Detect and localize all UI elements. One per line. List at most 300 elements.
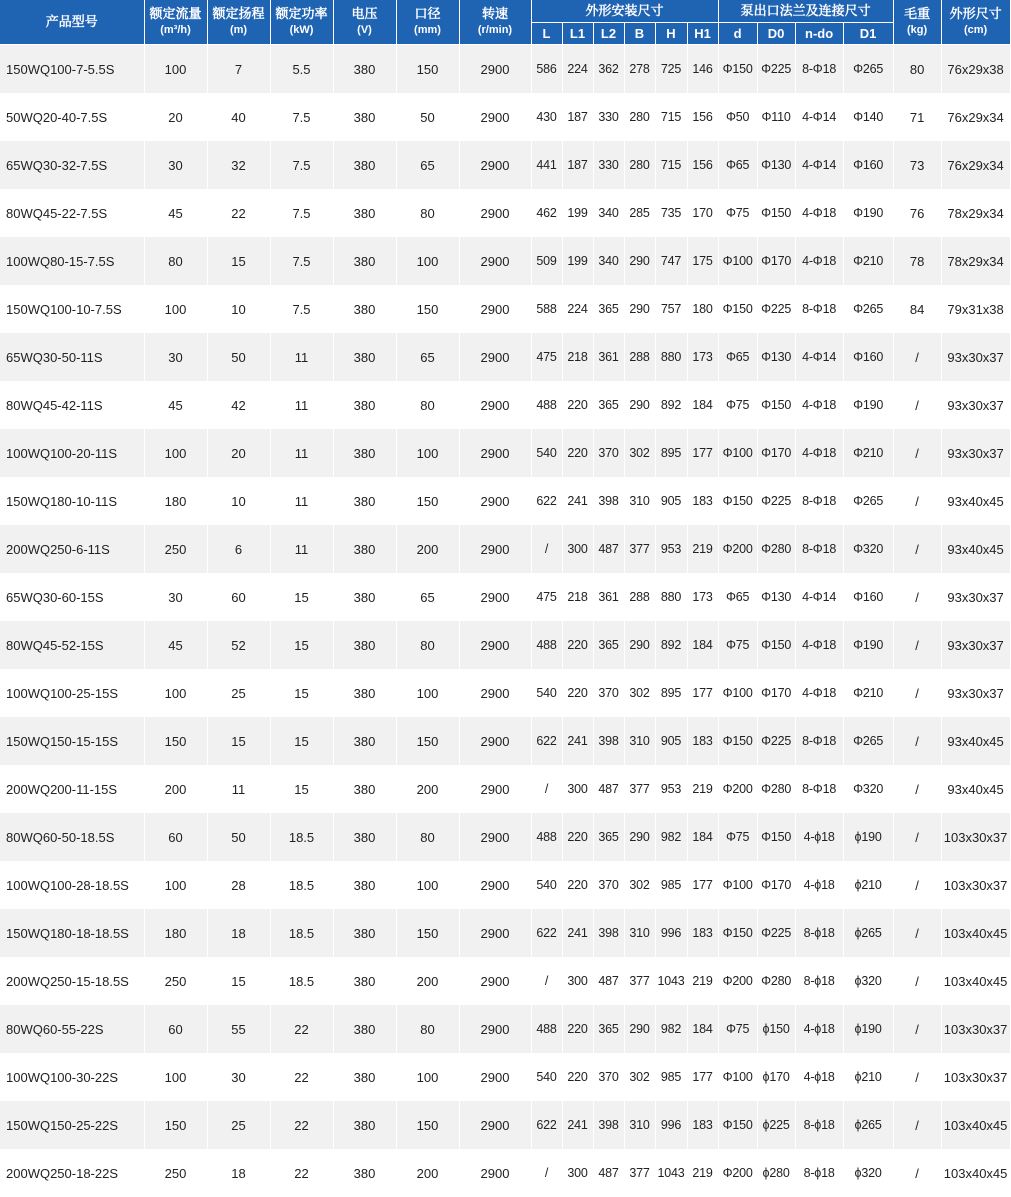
cell-D1: Φ160 — [843, 333, 893, 381]
cell-D0: Φ280 — [757, 765, 795, 813]
cell-voltage: 380 — [333, 957, 396, 1005]
header-flow-unit: (m³/h) — [145, 23, 207, 37]
cell-H: 985 — [655, 1053, 687, 1101]
cell-D0: Φ150 — [757, 813, 795, 861]
cell-L: 488 — [531, 381, 562, 429]
cell-speed: 2900 — [459, 1149, 531, 1197]
cell-L1: 220 — [562, 1005, 593, 1053]
cell-flow: 60 — [144, 813, 207, 861]
cell-head: 60 — [207, 573, 270, 621]
cell-speed: 2900 — [459, 813, 531, 861]
cell-size: 76x29x38 — [941, 45, 1010, 94]
cell-flow: 250 — [144, 957, 207, 1005]
cell-model: 100WQ80-15-7.5S — [0, 237, 144, 285]
cell-bore: 65 — [396, 333, 459, 381]
cell-H1: 183 — [687, 1101, 718, 1149]
cell-D1: Φ210 — [843, 669, 893, 717]
cell-bore: 80 — [396, 621, 459, 669]
cell-weight: / — [893, 525, 941, 573]
cell-power: 7.5 — [270, 93, 333, 141]
cell-power: 18.5 — [270, 909, 333, 957]
header-bore-unit: (mm) — [397, 23, 459, 37]
cell-size: 78x29x34 — [941, 237, 1010, 285]
cell-power: 22 — [270, 1005, 333, 1053]
cell-ndo: 8-ϕ18 — [795, 1149, 843, 1197]
table-body — [0, 45, 1010, 1197]
cell-ndo: 4-Φ18 — [795, 621, 843, 669]
cell-L2: 370 — [593, 669, 624, 717]
cell-speed: 2900 — [459, 381, 531, 429]
cell-model: 80WQ45-52-15S — [0, 621, 144, 669]
cell-voltage: 380 — [333, 285, 396, 333]
cell-H1: 180 — [687, 285, 718, 333]
cell-model: 80WQ60-50-18.5S — [0, 813, 144, 861]
cell-power: 18.5 — [270, 813, 333, 861]
table-header — [0, 0, 1010, 45]
cell-speed: 2900 — [459, 45, 531, 94]
cell-d: Φ100 — [718, 861, 757, 909]
cell-H: 985 — [655, 861, 687, 909]
cell-H1: 183 — [687, 477, 718, 525]
cell-flow: 45 — [144, 381, 207, 429]
cell-bore: 150 — [396, 717, 459, 765]
cell-L1: 300 — [562, 1149, 593, 1197]
cell-bore: 200 — [396, 765, 459, 813]
cell-B: 302 — [624, 669, 655, 717]
cell-d: Φ100 — [718, 429, 757, 477]
cell-power: 15 — [270, 573, 333, 621]
cell-H: 996 — [655, 1101, 687, 1149]
header-power — [270, 0, 333, 45]
cell-power: 7.5 — [270, 237, 333, 285]
cell-model: 100WQ100-25-15S — [0, 669, 144, 717]
cell-L: 540 — [531, 669, 562, 717]
cell-H1: 183 — [687, 717, 718, 765]
cell-L: 622 — [531, 717, 562, 765]
cell-B: 377 — [624, 957, 655, 1005]
cell-voltage: 380 — [333, 381, 396, 429]
cell-d: Φ65 — [718, 141, 757, 189]
cell-head: 15 — [207, 237, 270, 285]
cell-L1: 187 — [562, 141, 593, 189]
table-row — [0, 525, 1010, 573]
table-row — [0, 573, 1010, 621]
cell-L2: 487 — [593, 525, 624, 573]
header-power-unit: (kW) — [271, 23, 333, 37]
cell-D0: Φ170 — [757, 237, 795, 285]
cell-power: 15 — [270, 621, 333, 669]
cell-ndo: 4-Φ18 — [795, 381, 843, 429]
cell-L2: 365 — [593, 1005, 624, 1053]
cell-L: 430 — [531, 93, 562, 141]
cell-H1: 156 — [687, 141, 718, 189]
cell-ndo: 4-ϕ18 — [795, 861, 843, 909]
cell-bore: 200 — [396, 1149, 459, 1197]
cell-D0: Φ170 — [757, 861, 795, 909]
cell-L: 441 — [531, 141, 562, 189]
cell-H: 747 — [655, 237, 687, 285]
cell-L2: 330 — [593, 141, 624, 189]
cell-size: 93x30x37 — [941, 381, 1010, 429]
cell-L1: 300 — [562, 525, 593, 573]
cell-weight: / — [893, 669, 941, 717]
header-L: L — [531, 23, 562, 45]
cell-speed: 2900 — [459, 477, 531, 525]
cell-bore: 65 — [396, 141, 459, 189]
cell-L1: 220 — [562, 1053, 593, 1101]
cell-weight: / — [893, 381, 941, 429]
cell-ndo: 4-Φ14 — [795, 141, 843, 189]
cell-ndo: 4-Φ18 — [795, 669, 843, 717]
cell-D0: Φ150 — [757, 621, 795, 669]
cell-bore: 65 — [396, 573, 459, 621]
cell-size: 93x40x45 — [941, 717, 1010, 765]
cell-speed: 2900 — [459, 861, 531, 909]
cell-power: 7.5 — [270, 141, 333, 189]
cell-D0: Φ150 — [757, 189, 795, 237]
cell-H: 757 — [655, 285, 687, 333]
cell-L: 462 — [531, 189, 562, 237]
cell-head: 28 — [207, 861, 270, 909]
cell-L1: 241 — [562, 909, 593, 957]
cell-L2: 365 — [593, 381, 624, 429]
cell-voltage: 380 — [333, 93, 396, 141]
cell-flow: 30 — [144, 573, 207, 621]
table-row — [0, 189, 1010, 237]
cell-B: 290 — [624, 381, 655, 429]
cell-model: 80WQ45-22-7.5S — [0, 189, 144, 237]
cell-ndo: 8-Φ18 — [795, 765, 843, 813]
cell-L: / — [531, 525, 562, 573]
cell-D0: Φ170 — [757, 669, 795, 717]
cell-d: Φ150 — [718, 285, 757, 333]
cell-D1: Φ190 — [843, 189, 893, 237]
cell-head: 15 — [207, 957, 270, 1005]
header-bore-label: 口径 — [414, 6, 440, 21]
cell-flow: 150 — [144, 717, 207, 765]
cell-L2: 365 — [593, 285, 624, 333]
cell-D0: Φ130 — [757, 141, 795, 189]
cell-L: / — [531, 957, 562, 1005]
cell-ndo: 8-ϕ18 — [795, 909, 843, 957]
cell-B: 288 — [624, 333, 655, 381]
cell-size: 93x40x45 — [941, 525, 1010, 573]
cell-L1: 218 — [562, 573, 593, 621]
cell-speed: 2900 — [459, 621, 531, 669]
cell-voltage: 380 — [333, 621, 396, 669]
cell-D1: Φ320 — [843, 525, 893, 573]
cell-L: 488 — [531, 813, 562, 861]
cell-model: 65WQ30-50-11S — [0, 333, 144, 381]
cell-D1: Φ190 — [843, 381, 893, 429]
cell-L2: 365 — [593, 813, 624, 861]
cell-d: Φ75 — [718, 381, 757, 429]
cell-model: 80WQ45-42-11S — [0, 381, 144, 429]
cell-H: 982 — [655, 813, 687, 861]
cell-bore: 200 — [396, 957, 459, 1005]
cell-weight: 84 — [893, 285, 941, 333]
cell-flow: 100 — [144, 861, 207, 909]
table-row — [0, 381, 1010, 429]
cell-B: 310 — [624, 1101, 655, 1149]
header-speed — [459, 0, 531, 45]
cell-power: 7.5 — [270, 285, 333, 333]
header-model-label: 产品型号 — [46, 14, 98, 29]
cell-d: Φ200 — [718, 525, 757, 573]
cell-d: Φ100 — [718, 669, 757, 717]
cell-head: 10 — [207, 477, 270, 525]
cell-flow: 180 — [144, 909, 207, 957]
cell-voltage: 380 — [333, 141, 396, 189]
header-flow-label: 额定流量 — [149, 6, 201, 21]
cell-d: Φ150 — [718, 1101, 757, 1149]
header-weight — [893, 0, 941, 45]
cell-ndo: 8-ϕ18 — [795, 1101, 843, 1149]
cell-D1: Φ265 — [843, 45, 893, 94]
cell-L1: 241 — [562, 477, 593, 525]
cell-power: 11 — [270, 429, 333, 477]
header-speed-unit: (r/min) — [460, 23, 531, 37]
cell-H1: 177 — [687, 861, 718, 909]
cell-voltage: 380 — [333, 1101, 396, 1149]
cell-ndo: 4-ϕ18 — [795, 1053, 843, 1101]
cell-flow: 20 — [144, 93, 207, 141]
cell-L1: 300 — [562, 765, 593, 813]
header-install-group-label: 外形安装尺寸 — [586, 3, 664, 18]
cell-weight: / — [893, 813, 941, 861]
cell-D0: Φ280 — [757, 525, 795, 573]
cell-D1: ϕ320 — [843, 957, 893, 1005]
cell-flow: 100 — [144, 285, 207, 333]
cell-B: 285 — [624, 189, 655, 237]
table-row — [0, 957, 1010, 1005]
header-voltage-unit: (V) — [334, 23, 396, 37]
cell-ndo: 4-Φ14 — [795, 573, 843, 621]
cell-D1: ϕ265 — [843, 909, 893, 957]
cell-B: 377 — [624, 765, 655, 813]
cell-B: 302 — [624, 1053, 655, 1101]
cell-bore: 150 — [396, 477, 459, 525]
cell-bore: 100 — [396, 861, 459, 909]
cell-d: Φ100 — [718, 237, 757, 285]
header-install-group — [531, 0, 718, 23]
cell-d: Φ150 — [718, 717, 757, 765]
table-row — [0, 93, 1010, 141]
cell-model: 200WQ250-15-18.5S — [0, 957, 144, 1005]
cell-d: Φ100 — [718, 1053, 757, 1101]
header-d: d — [718, 23, 757, 45]
cell-D0: Φ225 — [757, 477, 795, 525]
cell-speed: 2900 — [459, 573, 531, 621]
cell-weight: / — [893, 1005, 941, 1053]
header-H1: H1 — [687, 23, 718, 45]
cell-H: 880 — [655, 573, 687, 621]
cell-size: 79x31x38 — [941, 285, 1010, 333]
cell-voltage: 380 — [333, 189, 396, 237]
cell-D1: Φ190 — [843, 621, 893, 669]
cell-power: 15 — [270, 669, 333, 717]
cell-L: / — [531, 765, 562, 813]
header-size-unit: (cm) — [942, 23, 1010, 37]
cell-d: Φ75 — [718, 621, 757, 669]
cell-speed: 2900 — [459, 525, 531, 573]
cell-L: 540 — [531, 429, 562, 477]
table-row — [0, 45, 1010, 94]
cell-H: 892 — [655, 621, 687, 669]
cell-voltage: 380 — [333, 429, 396, 477]
cell-flow: 180 — [144, 477, 207, 525]
cell-L2: 398 — [593, 1101, 624, 1149]
cell-head: 22 — [207, 189, 270, 237]
cell-D1: Φ160 — [843, 573, 893, 621]
cell-power: 7.5 — [270, 189, 333, 237]
table-row — [0, 1149, 1010, 1197]
cell-D1: Φ210 — [843, 237, 893, 285]
cell-head: 6 — [207, 525, 270, 573]
table-row — [0, 813, 1010, 861]
cell-power: 15 — [270, 765, 333, 813]
cell-weight: 78 — [893, 237, 941, 285]
cell-weight: / — [893, 909, 941, 957]
cell-L2: 340 — [593, 237, 624, 285]
cell-H1: 184 — [687, 621, 718, 669]
cell-L: 622 — [531, 1101, 562, 1149]
cell-model: 150WQ150-25-22S — [0, 1101, 144, 1149]
cell-voltage: 380 — [333, 1053, 396, 1101]
cell-B: 310 — [624, 477, 655, 525]
cell-model: 100WQ100-28-18.5S — [0, 861, 144, 909]
cell-H: 735 — [655, 189, 687, 237]
cell-weight: 73 — [893, 141, 941, 189]
cell-L: 475 — [531, 333, 562, 381]
cell-weight: / — [893, 717, 941, 765]
cell-weight: 76 — [893, 189, 941, 237]
cell-ndo: 8-Φ18 — [795, 285, 843, 333]
cell-L1: 241 — [562, 717, 593, 765]
cell-L1: 199 — [562, 237, 593, 285]
header-flow — [144, 0, 207, 45]
cell-ndo: 4-Φ18 — [795, 237, 843, 285]
cell-L1: 220 — [562, 381, 593, 429]
cell-B: 302 — [624, 429, 655, 477]
cell-voltage: 380 — [333, 861, 396, 909]
header-H: H — [655, 23, 687, 45]
cell-L2: 340 — [593, 189, 624, 237]
header-power-label: 额定功率 — [275, 6, 327, 21]
cell-D0: Φ225 — [757, 717, 795, 765]
cell-power: 18.5 — [270, 957, 333, 1005]
cell-voltage: 380 — [333, 717, 396, 765]
cell-size: 103x40x45 — [941, 957, 1010, 1005]
cell-B: 377 — [624, 525, 655, 573]
cell-weight: / — [893, 573, 941, 621]
cell-L: 509 — [531, 237, 562, 285]
cell-L2: 398 — [593, 717, 624, 765]
cell-bore: 100 — [396, 1053, 459, 1101]
cell-power: 22 — [270, 1101, 333, 1149]
cell-head: 50 — [207, 813, 270, 861]
cell-bore: 80 — [396, 813, 459, 861]
cell-head: 50 — [207, 333, 270, 381]
cell-H1: 177 — [687, 669, 718, 717]
cell-voltage: 380 — [333, 333, 396, 381]
cell-speed: 2900 — [459, 765, 531, 813]
cell-L1: 199 — [562, 189, 593, 237]
cell-speed: 2900 — [459, 189, 531, 237]
cell-voltage: 380 — [333, 1149, 396, 1197]
cell-D1: Φ265 — [843, 717, 893, 765]
cell-ndo: 4-Φ18 — [795, 189, 843, 237]
header-L1: L1 — [562, 23, 593, 45]
cell-H: 953 — [655, 525, 687, 573]
table-row — [0, 429, 1010, 477]
cell-model: 65WQ30-32-7.5S — [0, 141, 144, 189]
cell-head: 32 — [207, 141, 270, 189]
cell-H1: 175 — [687, 237, 718, 285]
cell-model: 150WQ180-18-18.5S — [0, 909, 144, 957]
cell-L2: 398 — [593, 477, 624, 525]
cell-L1: 300 — [562, 957, 593, 1005]
cell-flow: 100 — [144, 1053, 207, 1101]
cell-B: 288 — [624, 573, 655, 621]
cell-head: 42 — [207, 381, 270, 429]
cell-bore: 100 — [396, 237, 459, 285]
cell-speed: 2900 — [459, 957, 531, 1005]
cell-flow: 200 — [144, 765, 207, 813]
cell-L2: 365 — [593, 621, 624, 669]
cell-bore: 50 — [396, 93, 459, 141]
cell-B: 377 — [624, 1149, 655, 1197]
cell-D1: Φ210 — [843, 429, 893, 477]
cell-head: 18 — [207, 909, 270, 957]
cell-D0: Φ130 — [757, 573, 795, 621]
header-weight-unit: (kg) — [894, 23, 941, 37]
cell-L: 622 — [531, 909, 562, 957]
cell-voltage: 380 — [333, 477, 396, 525]
cell-H1: 184 — [687, 1005, 718, 1053]
cell-L1: 220 — [562, 621, 593, 669]
cell-speed: 2900 — [459, 237, 531, 285]
cell-flow: 100 — [144, 669, 207, 717]
table-row — [0, 333, 1010, 381]
cell-weight: / — [893, 957, 941, 1005]
header-row-primary — [0, 0, 1010, 23]
table-row — [0, 669, 1010, 717]
cell-L2: 361 — [593, 573, 624, 621]
cell-flow: 150 — [144, 1101, 207, 1149]
cell-head: 11 — [207, 765, 270, 813]
cell-ndo: 8-Φ18 — [795, 525, 843, 573]
table-row — [0, 477, 1010, 525]
cell-ndo: 8-Φ18 — [795, 45, 843, 94]
cell-L2: 362 — [593, 45, 624, 94]
cell-D1: Φ265 — [843, 285, 893, 333]
cell-power: 11 — [270, 381, 333, 429]
cell-head: 25 — [207, 669, 270, 717]
cell-L: 488 — [531, 1005, 562, 1053]
cell-speed: 2900 — [459, 285, 531, 333]
cell-model: 200WQ200-11-15S — [0, 765, 144, 813]
cell-speed: 2900 — [459, 1101, 531, 1149]
header-voltage-label: 电压 — [351, 6, 377, 21]
cell-flow: 100 — [144, 45, 207, 94]
cell-model: 150WQ100-7-5.5S — [0, 45, 144, 94]
cell-L: 588 — [531, 285, 562, 333]
cell-flow: 30 — [144, 141, 207, 189]
cell-ndo: 4-Φ14 — [795, 333, 843, 381]
cell-L: 540 — [531, 861, 562, 909]
cell-D0: Φ110 — [757, 93, 795, 141]
